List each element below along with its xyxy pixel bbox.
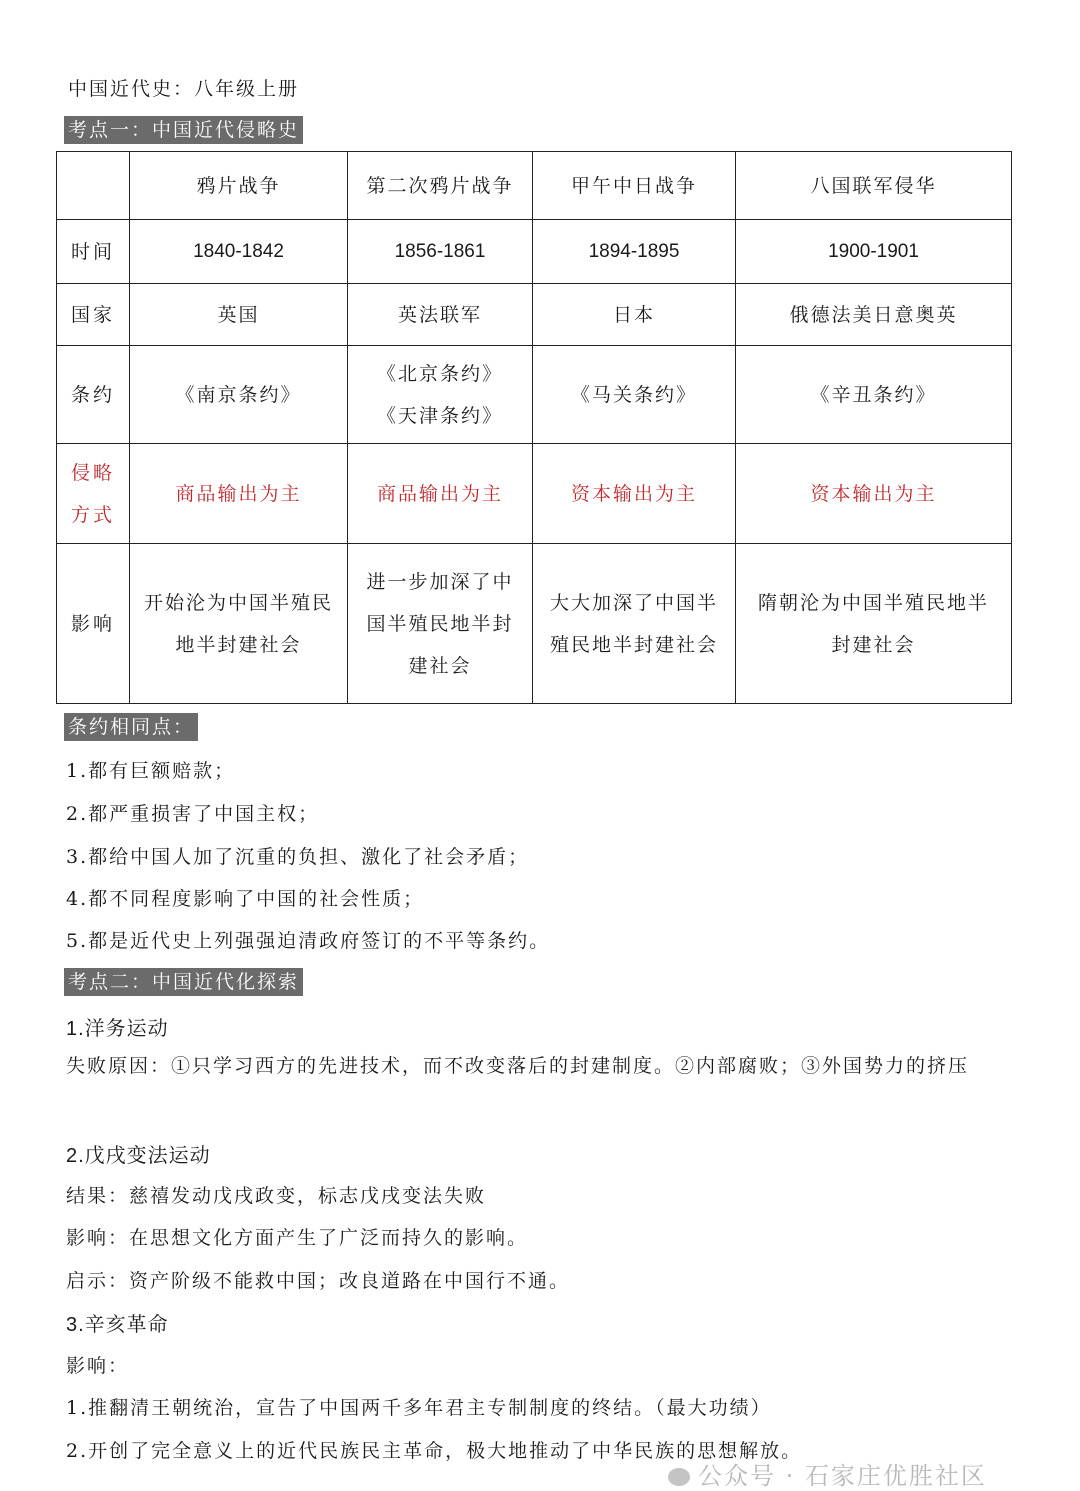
col-header: 甲午中日战争 bbox=[533, 152, 736, 220]
list-item: 3.都给中国人加了沉重的负担、激化了社会矛盾； bbox=[66, 846, 530, 868]
table-cell: 1840-1842 bbox=[130, 220, 348, 284]
section-tag-invasion: 考点一：中国近代侵略史 bbox=[64, 116, 303, 144]
row-header: 国家 bbox=[57, 284, 130, 346]
cell-line: 《天津条约》 bbox=[376, 404, 503, 427]
list-item: 2.都严重损害了中国主权； bbox=[66, 803, 320, 825]
cell-line: 《北京条约》 bbox=[376, 362, 503, 385]
cell-line: 进一步加深了中 bbox=[366, 570, 514, 593]
table-cell: 资本输出为主 bbox=[533, 444, 736, 544]
table-cell: 1856-1861 bbox=[348, 220, 533, 284]
cell-line: 开始沦为中国半殖民 bbox=[143, 591, 333, 614]
table-cell: 英国 bbox=[130, 284, 348, 346]
col-header: 八国联军侵华 bbox=[736, 152, 1012, 220]
watermark bbox=[668, 1456, 987, 1491]
list-item: 5.都是近代史上列强强迫清政府签订的不平等条约。 bbox=[66, 930, 551, 952]
table-row-treaty bbox=[57, 346, 1012, 444]
paragraph-failure-reasons: 失败原因：①只学习西方的先进技术，而不改变落后的封建制度。②内部腐败；③外国势力的挤压 bbox=[66, 1055, 970, 1077]
invasion-table bbox=[56, 151, 1012, 704]
text-impact-label: 影响： bbox=[66, 1355, 130, 1377]
text-impact: 影响：在思想文化方面产生了广泛而持久的影响。 bbox=[66, 1227, 529, 1249]
table-cell bbox=[348, 346, 533, 444]
table-corner-cell bbox=[57, 152, 130, 220]
text-result: 结果：慈禧发动戊戌政变，标志戊戌变法失败 bbox=[66, 1185, 487, 1207]
cell-line: 国半殖民地半封 bbox=[366, 612, 514, 635]
table-cell bbox=[348, 544, 533, 704]
text-lesson: 启示：资产阶级不能救中国；改良道路在中国行不通。 bbox=[66, 1270, 571, 1292]
wechat-icon bbox=[668, 1468, 690, 1486]
subheading-xinhai: 3.辛亥革命 bbox=[66, 1314, 169, 1336]
table-header-row bbox=[57, 152, 1012, 220]
cell-line: 方式 bbox=[70, 503, 115, 526]
col-header: 鸦片战争 bbox=[130, 152, 348, 220]
table-cell: 商品输出为主 bbox=[348, 444, 533, 544]
watermark-text: 公众号 · 石家庄优胜社区 bbox=[698, 1462, 987, 1490]
section-tag-common: 条约相同点： bbox=[64, 713, 198, 741]
section-tag-modernization: 考点二：中国近代化探索 bbox=[64, 968, 303, 996]
table-cell bbox=[533, 544, 736, 704]
table-cell: 《辛丑条约》 bbox=[736, 346, 1012, 444]
table-cell: 《南京条约》 bbox=[130, 346, 348, 444]
table-cell: 1900-1901 bbox=[736, 220, 1012, 284]
table-row-method bbox=[57, 444, 1012, 544]
table-cell: 俄德法美日意奥英 bbox=[736, 284, 1012, 346]
table-cell: 商品输出为主 bbox=[130, 444, 348, 544]
table-cell: 《马关条约》 bbox=[533, 346, 736, 444]
cell-line: 大大加深了中国半 bbox=[549, 591, 718, 614]
row-header: 时间 bbox=[57, 220, 130, 284]
cell-line: 建社会 bbox=[408, 654, 472, 677]
table-row-impact bbox=[57, 544, 1012, 704]
subheading-wuxu: 2.戊戌变法运动 bbox=[66, 1145, 211, 1167]
row-header bbox=[57, 444, 130, 544]
row-header: 影响 bbox=[57, 544, 130, 704]
table-cell bbox=[130, 544, 348, 704]
table-cell: 英法联军 bbox=[348, 284, 533, 346]
table-row-time bbox=[57, 220, 1012, 284]
table-cell bbox=[736, 544, 1012, 704]
subheading-yangwu: 1.洋务运动 bbox=[66, 1018, 169, 1040]
col-header: 第二次鸦片战争 bbox=[348, 152, 533, 220]
cell-line: 封建社会 bbox=[831, 633, 916, 656]
list-item: 2.开创了完全意义上的近代民族民主革命，极大地推动了中华民族的思想解放。 bbox=[66, 1440, 803, 1462]
list-item: 1.都有巨额赔款； bbox=[66, 760, 236, 782]
row-header: 条约 bbox=[57, 346, 130, 444]
cell-line: 侵略 bbox=[70, 461, 115, 484]
cell-line: 隋朝沦为中国半殖民地半 bbox=[757, 591, 989, 614]
list-item: 4.都不同程度影响了中国的社会性质； bbox=[66, 888, 425, 910]
table-cell: 日本 bbox=[533, 284, 736, 346]
list-item: 1.推翻清王朝统治，宣告了中国两千多年君主专制制度的终结。（最大功绩） bbox=[66, 1397, 772, 1419]
cell-line: 殖民地半封建社会 bbox=[549, 633, 718, 656]
table-cell: 资本输出为主 bbox=[736, 444, 1012, 544]
cell-line: 地半封建社会 bbox=[175, 633, 302, 656]
table-row-country bbox=[57, 284, 1012, 346]
page-title: 中国近代史：八年级上册 bbox=[68, 78, 300, 100]
table-cell: 1894-1895 bbox=[533, 220, 736, 284]
